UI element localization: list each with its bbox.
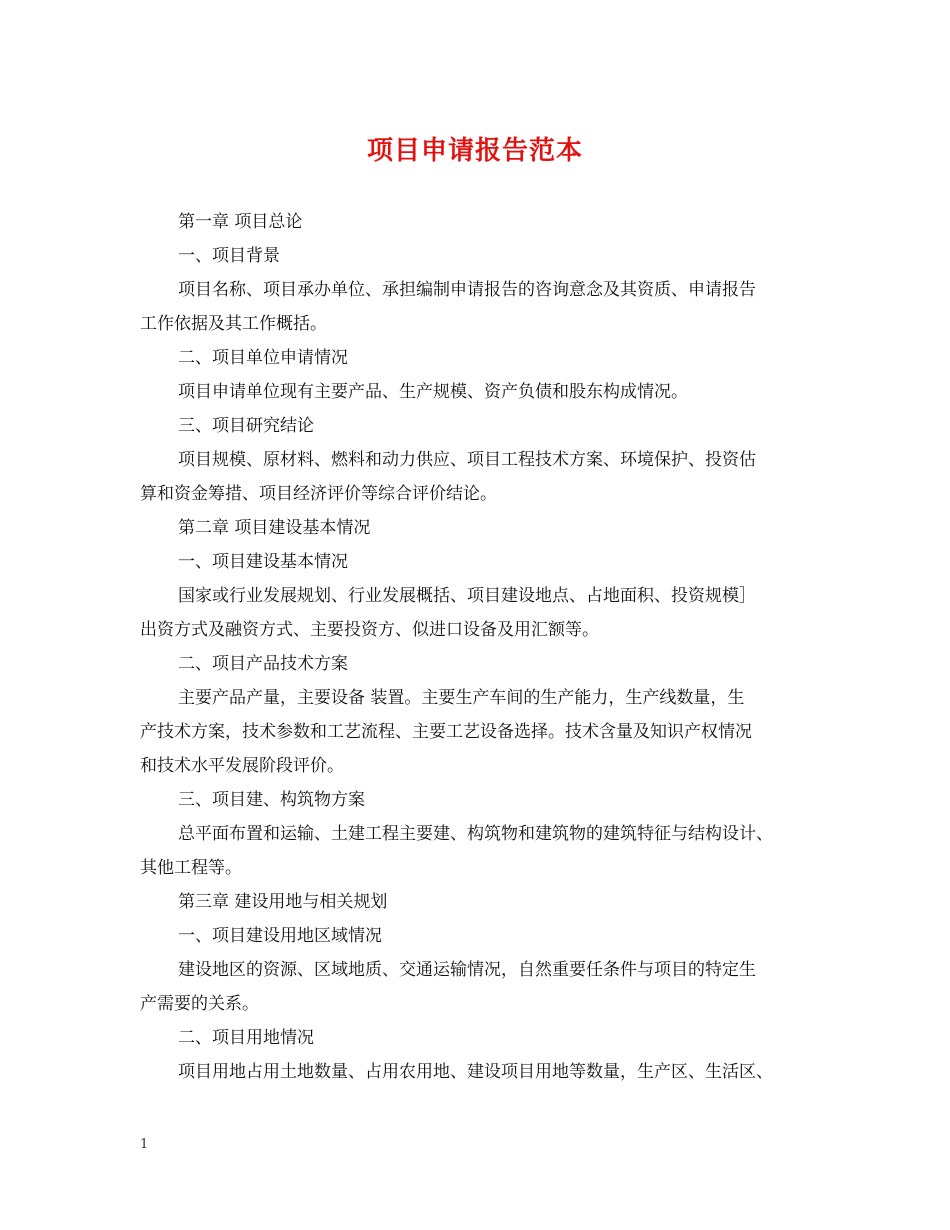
- paragraph-line: 和技术水平发展阶段评价。: [140, 756, 344, 776]
- document-title: 项目申请报告范本: [366, 136, 583, 166]
- section-heading: 三、项目研究结论: [178, 416, 314, 436]
- section-heading: 二、项目产品技术方案: [178, 654, 348, 674]
- paragraph-line: 国家或行业发展规划、行业发展概括、项目建设地点、占地面积、投资规模］: [178, 586, 756, 606]
- paragraph-line: 项目规模、原材料、燃料和动力供应、项目工程技术方案、环境保护、投资估: [178, 450, 756, 470]
- section-heading: 一、项目建设基本情况: [178, 552, 348, 572]
- paragraph-line: 工作依据及其工作概括。: [140, 314, 327, 334]
- section-heading: 一、项目背景: [178, 246, 280, 266]
- paragraph-line: 总平面布置和运输、土建工程主要建、构筑物和建筑物的建筑特征与结构设计、: [178, 824, 773, 844]
- paragraph-line: 产技术方案，技术参数和工艺流程、主要工艺设备选择。技术含量及知识产权情况: [140, 722, 752, 742]
- paragraph-line: 产需要的关系。: [140, 994, 259, 1014]
- paragraph-line: 其他工程等。: [140, 858, 242, 878]
- paragraph-line: 出资方式及融资方式、主要投资方、似进口设备及用汇额等。: [140, 620, 599, 640]
- paragraph-line: 项目用地占用土地数量、占用农用地、建设项目用地等数量，生产区、生活区、: [178, 1062, 773, 1082]
- paragraph-line: 项目申请单位现有主要产品、生产规模、资产负债和股东构成情况。: [178, 382, 688, 402]
- document-body: [140, 205, 830, 1089]
- chapter-heading: 第二章 项目建设基本情况: [178, 518, 371, 538]
- page-number: 1: [140, 1137, 149, 1152]
- chapter-heading: 第三章 建设用地与相关规划: [178, 892, 388, 912]
- section-heading: 一、项目建设用地区域情况: [178, 926, 382, 946]
- paragraph-line: 建设地区的资源、区域地质、交通运输情况，自然重要任条件与项目的特定生: [178, 960, 756, 980]
- paragraph-line: 项目名称、项目承办单位、承担编制申请报告的咨询意念及其资质、申请报告: [178, 280, 756, 300]
- section-heading: 二、项目单位申请情况: [178, 348, 348, 368]
- section-heading: 三、项目建、构筑物方案: [178, 790, 365, 810]
- section-heading: 二、项目用地情况: [178, 1028, 314, 1048]
- chapter-heading: 第一章 项目总论: [178, 212, 303, 232]
- paragraph-line: 算和资金筹措、项目经济评价等综合评价结论。: [140, 484, 497, 504]
- paragraph-line: 主要产品产量，主要设备 装置。主要生产车间的生产能力，生产线数量，生: [178, 688, 745, 708]
